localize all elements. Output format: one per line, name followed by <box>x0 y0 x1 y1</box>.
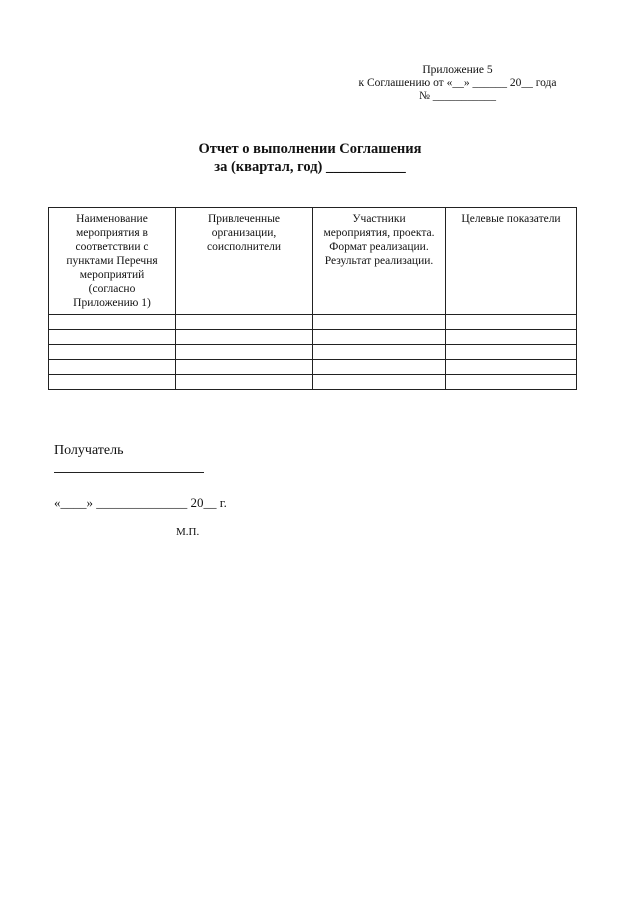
table-cell[interactable] <box>313 345 446 360</box>
recipient-label: Получатель <box>54 443 124 458</box>
table-cell[interactable] <box>176 330 313 345</box>
table-cell[interactable] <box>176 315 313 330</box>
table-cell[interactable] <box>49 360 176 375</box>
table-cell[interactable] <box>313 360 446 375</box>
table-cell[interactable] <box>176 360 313 375</box>
report-title-line1: Отчет о выполнении Соглашения <box>198 141 422 157</box>
column-header-target-indicators: Целевые показатели <box>446 208 577 315</box>
report-title-line2: за (квартал, год) ___________ <box>214 159 406 175</box>
report-table <box>48 207 577 390</box>
table-cell[interactable] <box>446 360 577 375</box>
appendix-header <box>340 64 575 103</box>
appendix-agreement-ref: к Соглашению от «__» ______ 20__ года <box>358 77 557 89</box>
table-header-row <box>49 208 577 315</box>
table-cell[interactable] <box>446 330 577 345</box>
table-cell[interactable] <box>446 315 577 330</box>
table-cell[interactable] <box>176 345 313 360</box>
table-cell[interactable] <box>313 315 446 330</box>
table-cell[interactable] <box>49 345 176 360</box>
report-title <box>150 140 470 176</box>
appendix-number: № ___________ <box>418 90 497 102</box>
stamp-label: М.П. <box>176 526 200 538</box>
table-cell[interactable] <box>446 375 577 390</box>
table-cell[interactable] <box>313 375 446 390</box>
table-cell[interactable] <box>49 330 176 345</box>
table-cell[interactable] <box>446 345 577 360</box>
table-row <box>49 360 577 375</box>
appendix-title: Приложение 5 <box>422 64 493 76</box>
table-row <box>49 315 577 330</box>
table-cell[interactable] <box>313 330 446 345</box>
column-header-participants: Участники мероприятия, проекта. Формат реализации. Результат реализации. <box>313 208 446 315</box>
column-header-event-name: Наименование мероприятия в соответствии с пунктами Перечня мероприятий (согласно Приложению 1) <box>49 208 176 315</box>
table-row <box>49 375 577 390</box>
signature-date-line: «____» ______________ 20__ г. <box>54 495 227 510</box>
table-row <box>49 345 577 360</box>
column-header-organizations: Привлеченные организации, соисполнители <box>176 208 313 315</box>
table-cell[interactable] <box>176 375 313 390</box>
table-row <box>49 330 577 345</box>
recipient-signature-line[interactable] <box>54 472 204 473</box>
table-cell[interactable] <box>49 315 176 330</box>
table-cell[interactable] <box>49 375 176 390</box>
